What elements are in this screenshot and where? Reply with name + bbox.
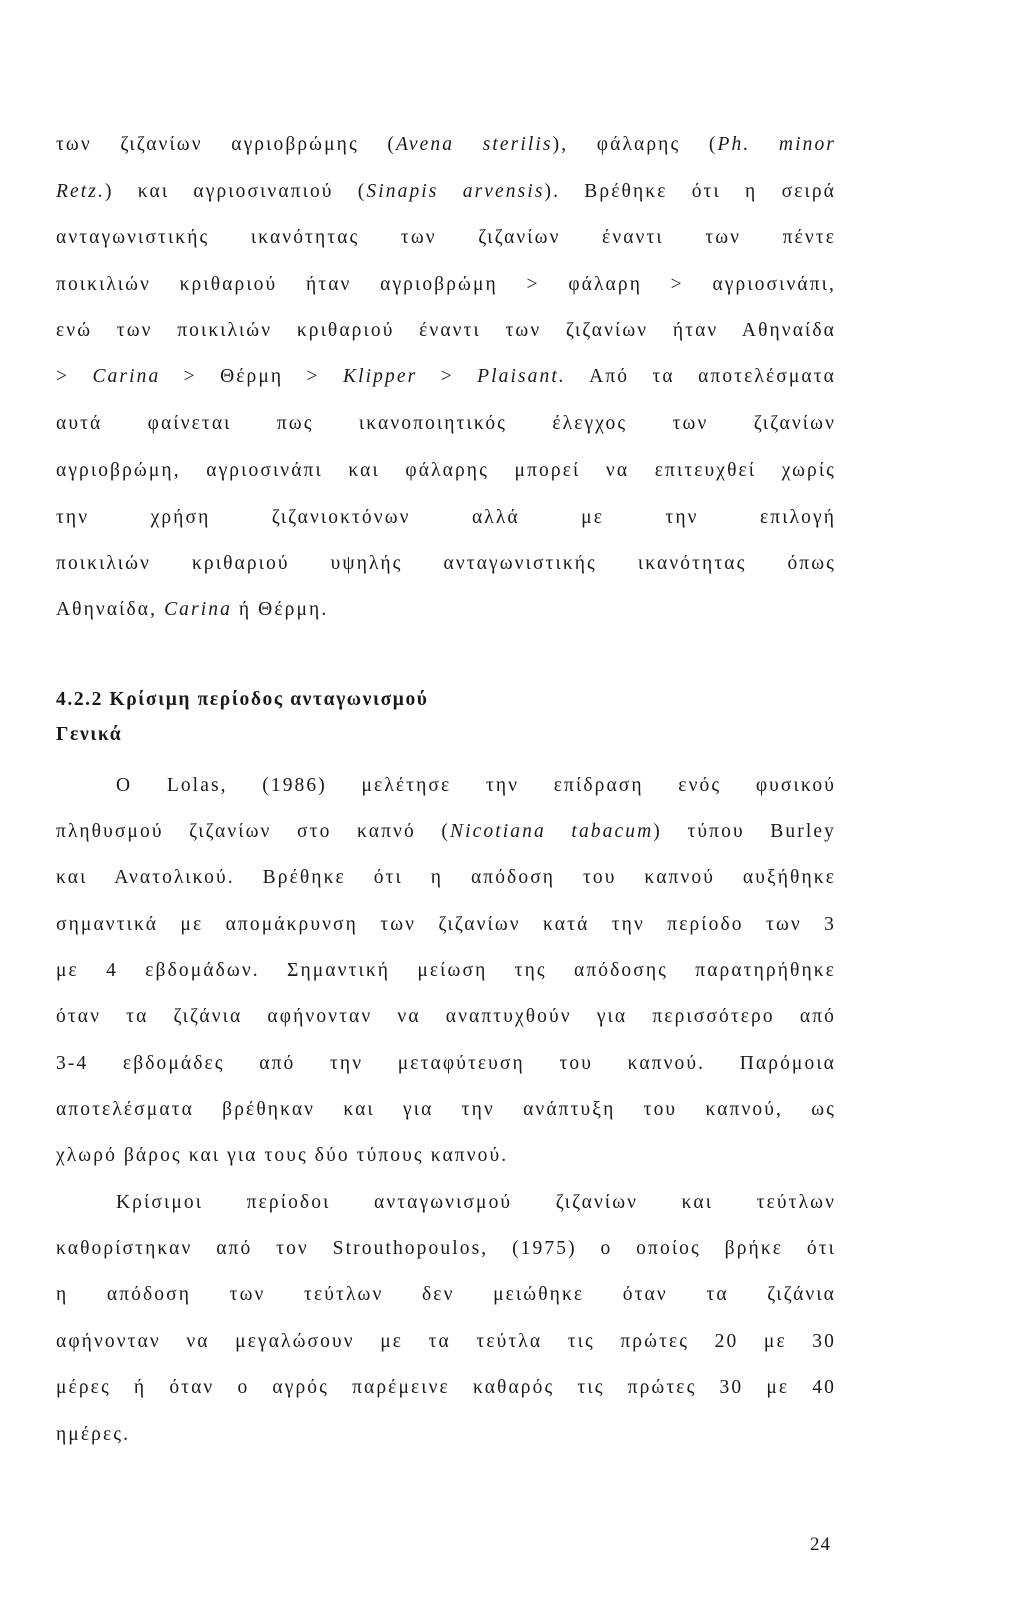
text-line — [56, 598, 836, 622]
text-line: ημέρες. — [56, 1424, 131, 1445]
species-name: Ph. minor — [717, 134, 836, 155]
text-line: καθορίστηκαν από τον Strouthopoulos, (1975) ο οποίος βρήκε ότι — [56, 1238, 836, 1259]
text-line: αγριοβρώμη, αγριοσινάπι και φάλαρης μπορεί να επιτευχθεί χωρίς — [56, 460, 836, 481]
text-line: ποικιλιών κριθαριού υψηλής ανταγωνιστικής ικανότητας όπως — [56, 553, 836, 574]
text-run: Αθηναίδα, — [56, 599, 165, 620]
text-line — [56, 820, 836, 844]
text-run: Από τα αποτελέσματα — [565, 366, 836, 387]
variety-name: Plaisant. — [477, 366, 566, 387]
text-run: πληθυσμού ζιζανίων στο καπνό ( — [56, 821, 451, 842]
text-line: την χρήση ζιζανιοκτόνων αλλά με την επιλογή — [56, 507, 836, 528]
page-number: 24 — [810, 1534, 831, 1555]
subheading: Γενικά — [56, 724, 123, 745]
text-line — [56, 365, 836, 389]
text-line: αποτελέσματα βρέθηκαν και για την ανάπτυξη του καπνού, ως — [56, 1099, 836, 1120]
species-name: Retz. — [56, 181, 105, 202]
text-run: ) και αγριοσιναπιού ( — [104, 181, 367, 202]
section-heading: 4.2.2 Κρίσιμη περίοδος ανταγωνισμού — [56, 689, 429, 710]
text-line: ανταγωνιστικής ικανότητας των ζιζανίων έναντι των πέντε — [56, 227, 836, 248]
text-line: Κρίσιμοι περίοδοι ανταγωνισμού ζιζανίων και τεύτλων — [116, 1192, 836, 1213]
species-name: Nicotiana tabacum — [450, 821, 654, 842]
text-line: 3-4 εβδομάδες από την μεταφύτευση του καπνού. Παρόμοια — [56, 1053, 836, 1074]
text-line: όταν τα ζιζάνια αφήνονταν να αναπτυχθούν για περισσότερο από — [56, 1006, 836, 1027]
text-line: σημαντικά με απομάκρυνση των ζιζανίων κατά την περίοδο των 3 — [56, 914, 836, 935]
text-line: και Ανατολικού. Βρέθηκε ότι η απόδοση του καπνού αυξήθηκε — [56, 867, 836, 888]
text-run: > — [417, 366, 478, 387]
text-line: χλωρό βάρος και για τους δύο τύπους καπνού. — [56, 1145, 509, 1166]
text-line: αφήνονταν να μεγαλώσουν με τα τεύτλα τις πρώτες 20 με 30 — [56, 1331, 836, 1352]
text-run: ), φάλαρης ( — [552, 134, 718, 155]
text-line: μέρες ή όταν ο αγρός παρέμεινε καθαρός τις πρώτες 30 με 40 — [56, 1377, 836, 1398]
text-line: Ο Lolas, (1986) μελέτησε την επίδραση ενός φυσικού — [116, 775, 836, 796]
text-run: ή Θέρμη. — [231, 599, 329, 620]
text-run: > — [56, 366, 93, 387]
text-run: ). Βρέθηκε ότι η σειρά — [544, 181, 836, 202]
species-name: Sinapis arvensis — [366, 181, 545, 202]
text-run: ) τύπου Burley — [653, 821, 836, 842]
text-line — [56, 133, 836, 157]
text-run: των ζιζανίων αγριοβρώμης ( — [56, 134, 396, 155]
variety-name: Carina — [92, 366, 161, 387]
text-line: ενώ των ποικιλιών κριθαριού έναντι των ζιζανίων ήταν Αθηναίδα — [56, 320, 836, 341]
species-name: Avena sterilis — [395, 134, 553, 155]
text-line — [56, 180, 836, 204]
variety-name: Klipper — [343, 366, 418, 387]
text-line: ποικιλιών κριθαριού ήταν αγριοβρώμη > φάλαρη > αγριοσινάπι, — [56, 274, 836, 295]
text-line: με 4 εβδομάδων. Σημαντική μείωση της απόδοσης παρατηρήθηκε — [56, 960, 836, 981]
text-line: η απόδοση των τεύτλων δεν μειώθηκε όταν τα ζιζάνια — [56, 1284, 836, 1305]
text-run: > Θέρμη > — [160, 366, 343, 387]
variety-name: Carina — [164, 599, 232, 620]
text-line: αυτά φαίνεται πως ικανοποιητικός έλεγχος των ζιζανίων — [56, 413, 836, 434]
